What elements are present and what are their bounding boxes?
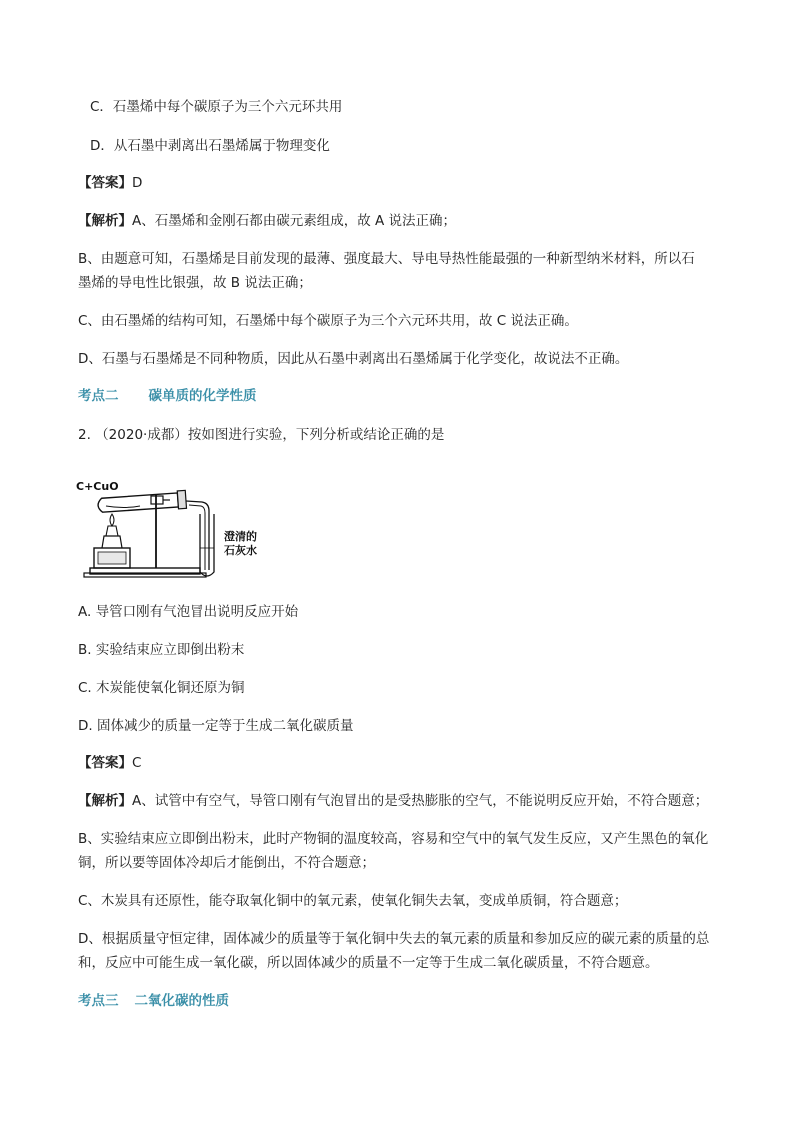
q2-analysis-d-line1: D、根据质量守恒定律，固体减少的质量等于氧化铜中失去的氧元素的质量和参加反应的碳元素的质量的总 (78, 931, 710, 947)
delivery-tube (186, 501, 209, 570)
q1-option-d: D．从石墨中剥离出石墨烯属于物理变化 (90, 138, 330, 154)
q2-option-a: A. 导管口刚有气泡冒出说明反应开始 (78, 604, 299, 620)
answer-tag: 【答案】 (78, 755, 132, 771)
q2-analysis-a (78, 791, 708, 811)
alcohol-lamp (94, 514, 130, 568)
analysis-text: A、试管中有空气，导管口刚有气泡冒出的是受热膨胀的空气，不能说明反应开始，不符合题意； (132, 793, 709, 809)
section-heading-2 (78, 386, 257, 406)
q2-option-b: B. 实验结束应立即倒出粉末 (78, 642, 245, 658)
test-tube (97, 490, 186, 514)
q2-stem: 2. （2020·成都）按如图进行实验，下列分析或结论正确的是 (78, 427, 445, 443)
q2-option-c: C. 木炭能使氧化铜还原为铜 (78, 680, 245, 696)
q2-answer (78, 753, 141, 773)
figure-label-limewater-line1: 澄清的 (224, 530, 257, 543)
limewater-tube (200, 514, 214, 576)
figure-label-reactants: C+CuO (76, 480, 119, 493)
apparatus-figure (74, 476, 260, 582)
answer-value: D (132, 175, 143, 191)
q1-analysis-b-line2: 墨烯的导电性比银强，故 B 说法正确； (78, 275, 312, 291)
q2-analysis-b-line2: 铜，所以要等固体冷却后才能倒出，不符合题意； (78, 855, 375, 871)
q1-analysis-b-line1: B、由题意可知，石墨烯是目前发现的最薄、强度最大、导电导热性能最强的一种新型纳米材料，所以石 (78, 251, 695, 267)
section-label: 考点三 (78, 993, 119, 1009)
q2-analysis-c: C、木炭具有还原性，能夺取氧化铜中的氧元素，使氧化铜失去氧，变成单质铜，符合题意； (78, 893, 628, 909)
analysis-text: A、石墨烯和金刚石都由碳元素组成，故 A 说法正确； (132, 213, 457, 229)
section-title: 碳单质的化学性质 (148, 388, 257, 404)
section-label: 考点二 (78, 388, 119, 404)
q2-analysis-d-line2: 和，反应中可能生成一氧化碳，所以固体减少的质量不一定等于生成二氧化碳质量，不符合题意。 (78, 955, 659, 971)
q1-analysis-a (78, 211, 456, 231)
q2-analysis-b-line1: B、实验结束应立即倒出粉末，此时产物铜的温度较高，容易和空气中的氧气发生反应，又产生黑色的氧化 (78, 831, 709, 847)
q2-option-d: D. 固体减少的质量一定等于生成二氧化碳质量 (78, 718, 354, 734)
analysis-tag: 【解析】 (78, 213, 132, 229)
q1-analysis-c: C、由石墨烯的结构可知，石墨烯中每个碳原子为三个六元环共用，故 C 说法正确。 (78, 313, 578, 329)
analysis-tag: 【解析】 (78, 793, 132, 809)
figure-label-limewater-line2: 石灰水 (224, 544, 257, 557)
clamp (151, 496, 163, 504)
answer-value: C (132, 755, 142, 771)
q1-answer (78, 173, 142, 193)
section-heading-3 (78, 991, 229, 1011)
q1-option-c: C．石墨烯中每个碳原子为三个六元环共用 (90, 99, 343, 115)
q1-analysis-d: D、石墨与石墨烯是不同种物质，因此从石墨中剥离出石墨烯属于化学变化，故说法不正确。 (78, 351, 629, 367)
section-title: 二氧化碳的性质 (134, 993, 229, 1009)
answer-tag: 【答案】 (78, 175, 132, 191)
